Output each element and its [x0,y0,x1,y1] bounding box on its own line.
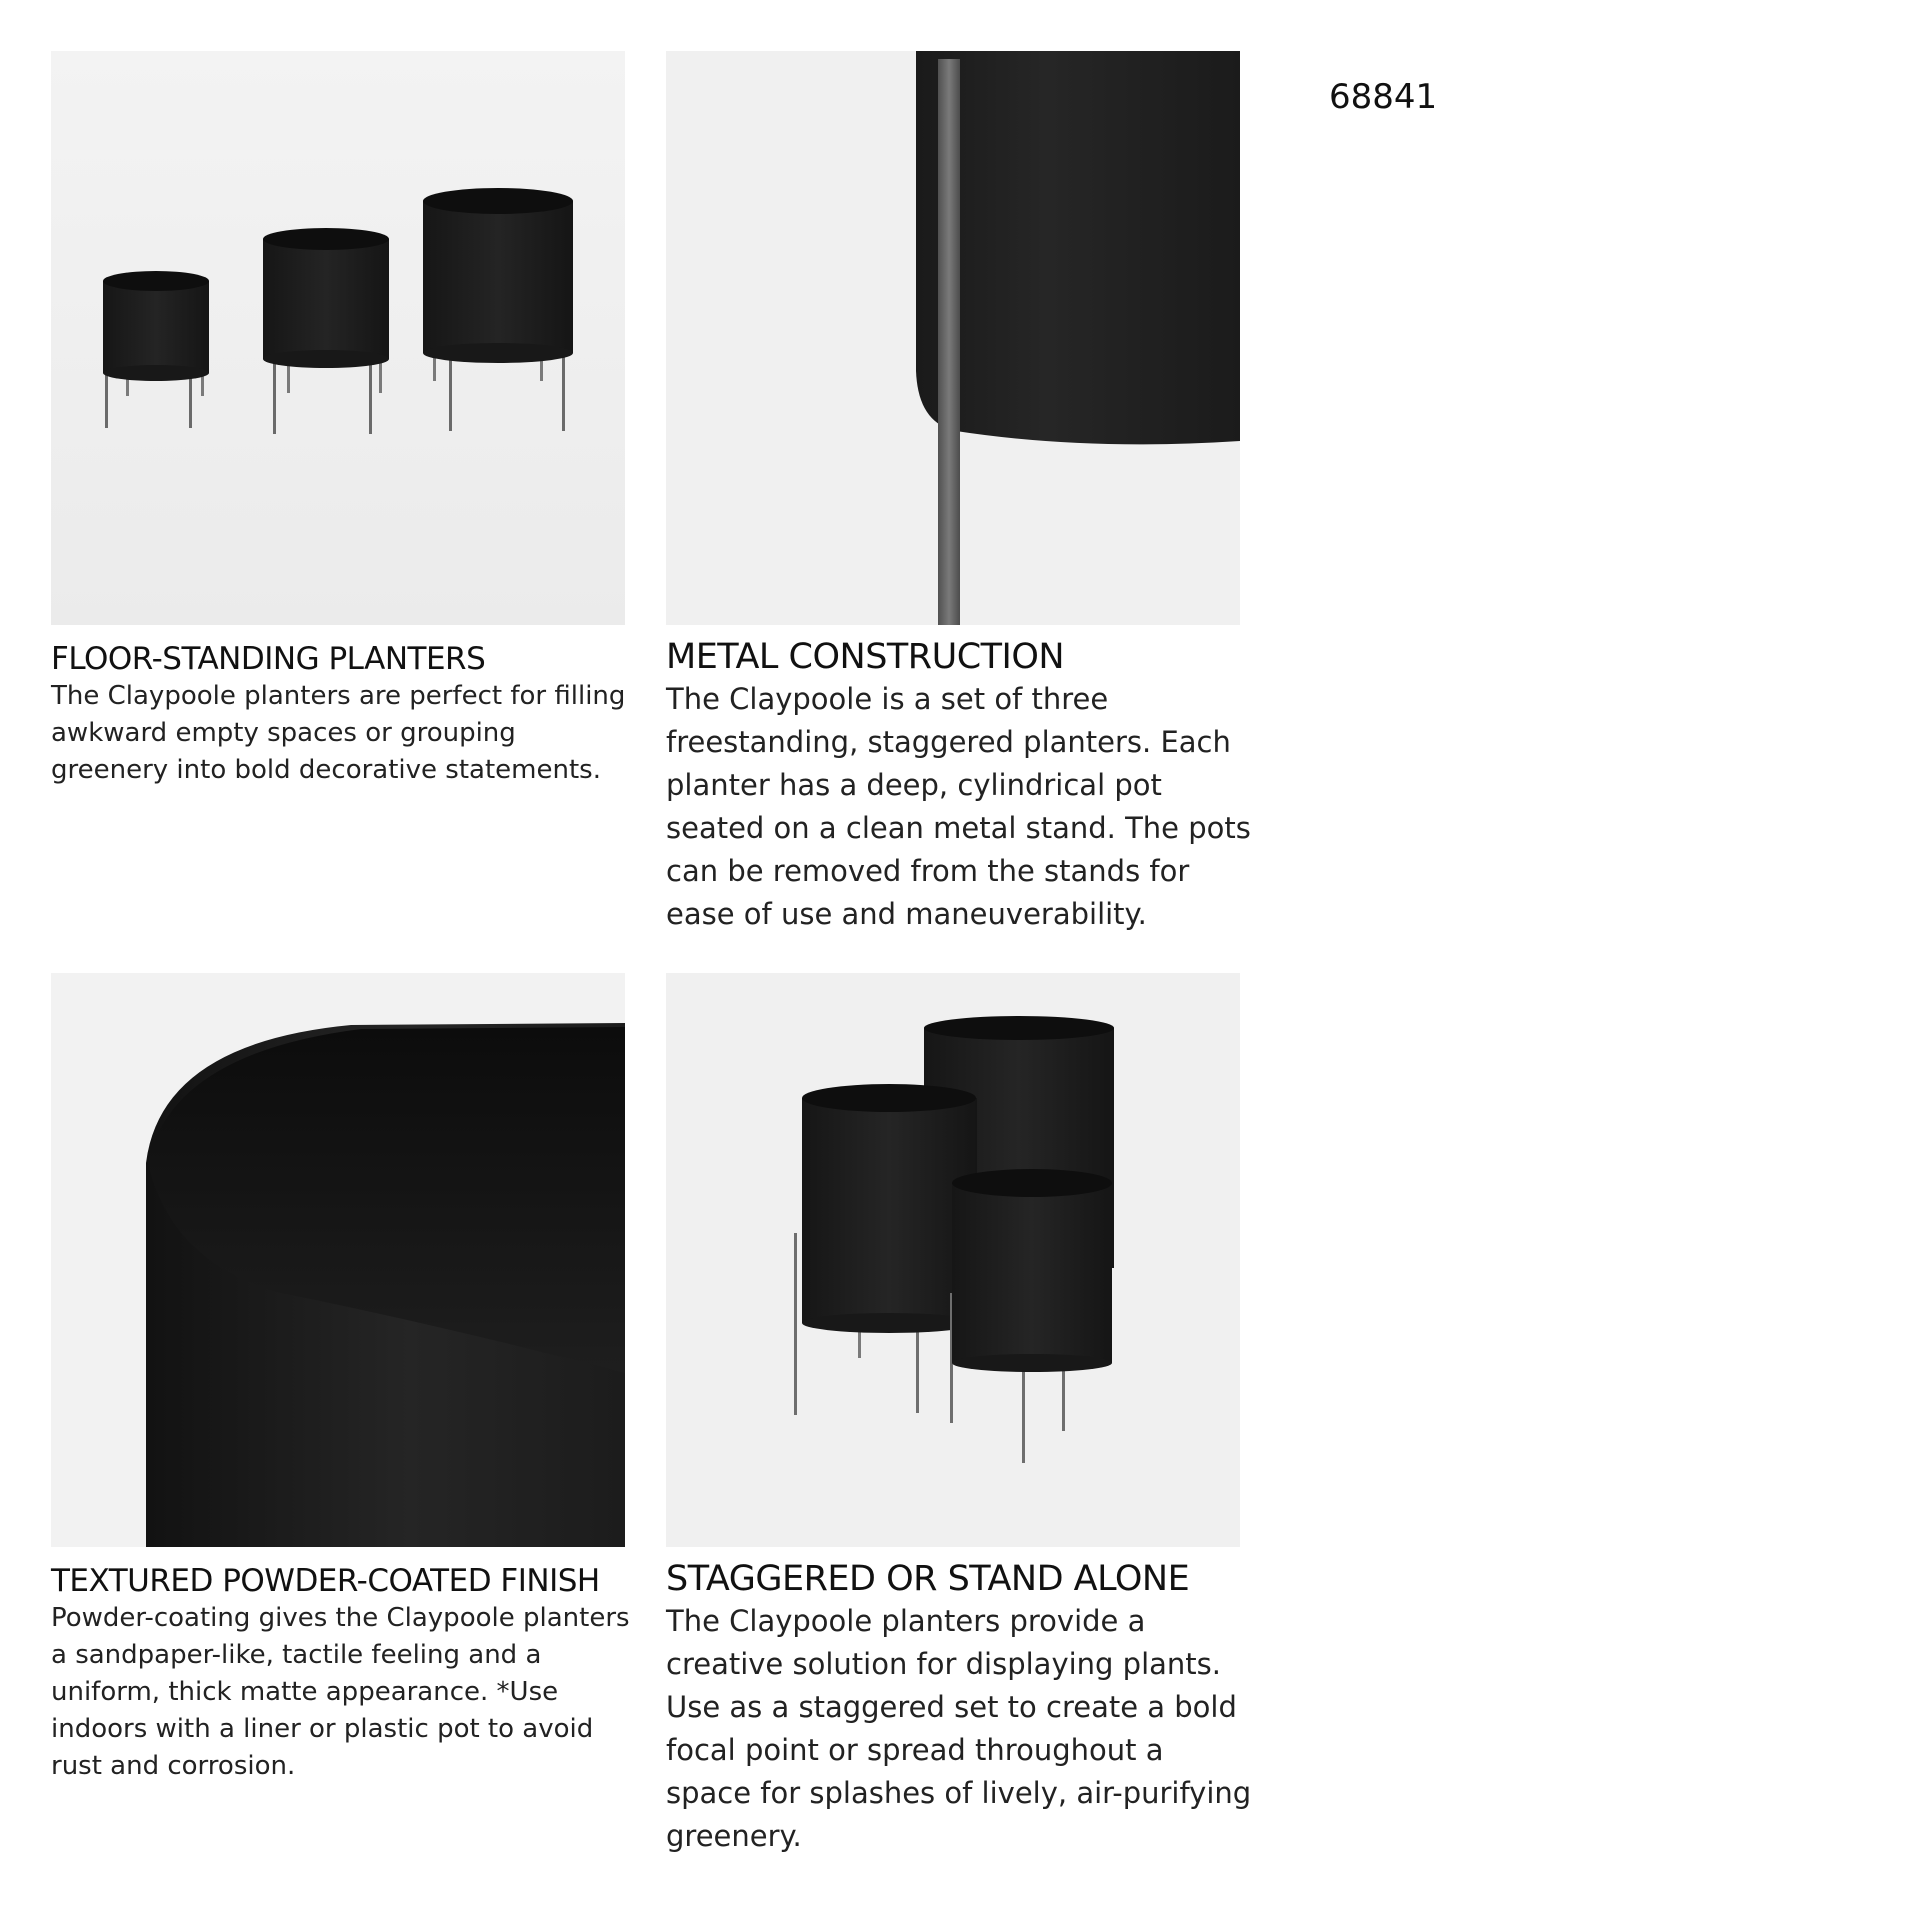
feature-textured-finish [51,1562,641,1785]
feature-heading: FLOOR-STANDING PLANTERS [51,641,486,677]
feature-heading: STAGGERED OR STAND ALONE [666,1559,1190,1599]
feature-heading: METAL CONSTRUCTION [666,637,1065,677]
feature-description: The Claypoole planters are perfect for filling awkward empty spaces or grouping greenery into bold decorative statements. [51,681,626,785]
feature-staggered [666,1558,1256,1858]
feature-metal-construction [666,636,1256,936]
product-photo-three-planters [51,51,625,625]
feature-description: Powder-coating gives the Claypoole planters a sandpaper-like, tactile feeling and a uniform, thick matte appearance. *Use indoors with a liner or plastic pot to avoid rust and corrosion. [51,1603,630,1781]
product-photo-metal-leg-closeup [666,51,1240,625]
feature-heading: TEXTURED POWDER-COATED FINISH [51,1563,600,1599]
product-photo-textured-finish [51,973,625,1547]
product-sku: 68841 [1329,77,1438,117]
product-photo-staggered-set [666,973,1240,1547]
feature-floor-standing [51,640,641,789]
feature-description: The Claypoole planters provide a creative solution for displaying plants. Use as a staggered set to create a bold focal point or spread throughout a space for splashes of lively, air-purifying greenery. [666,1604,1252,1853]
feature-description: The Claypoole is a set of three freestanding, staggered planters. Each planter has a deep, cylindrical pot seated on a clean metal stand. The pots can be removed from the stands for ease of use and maneuverability. [666,682,1251,931]
